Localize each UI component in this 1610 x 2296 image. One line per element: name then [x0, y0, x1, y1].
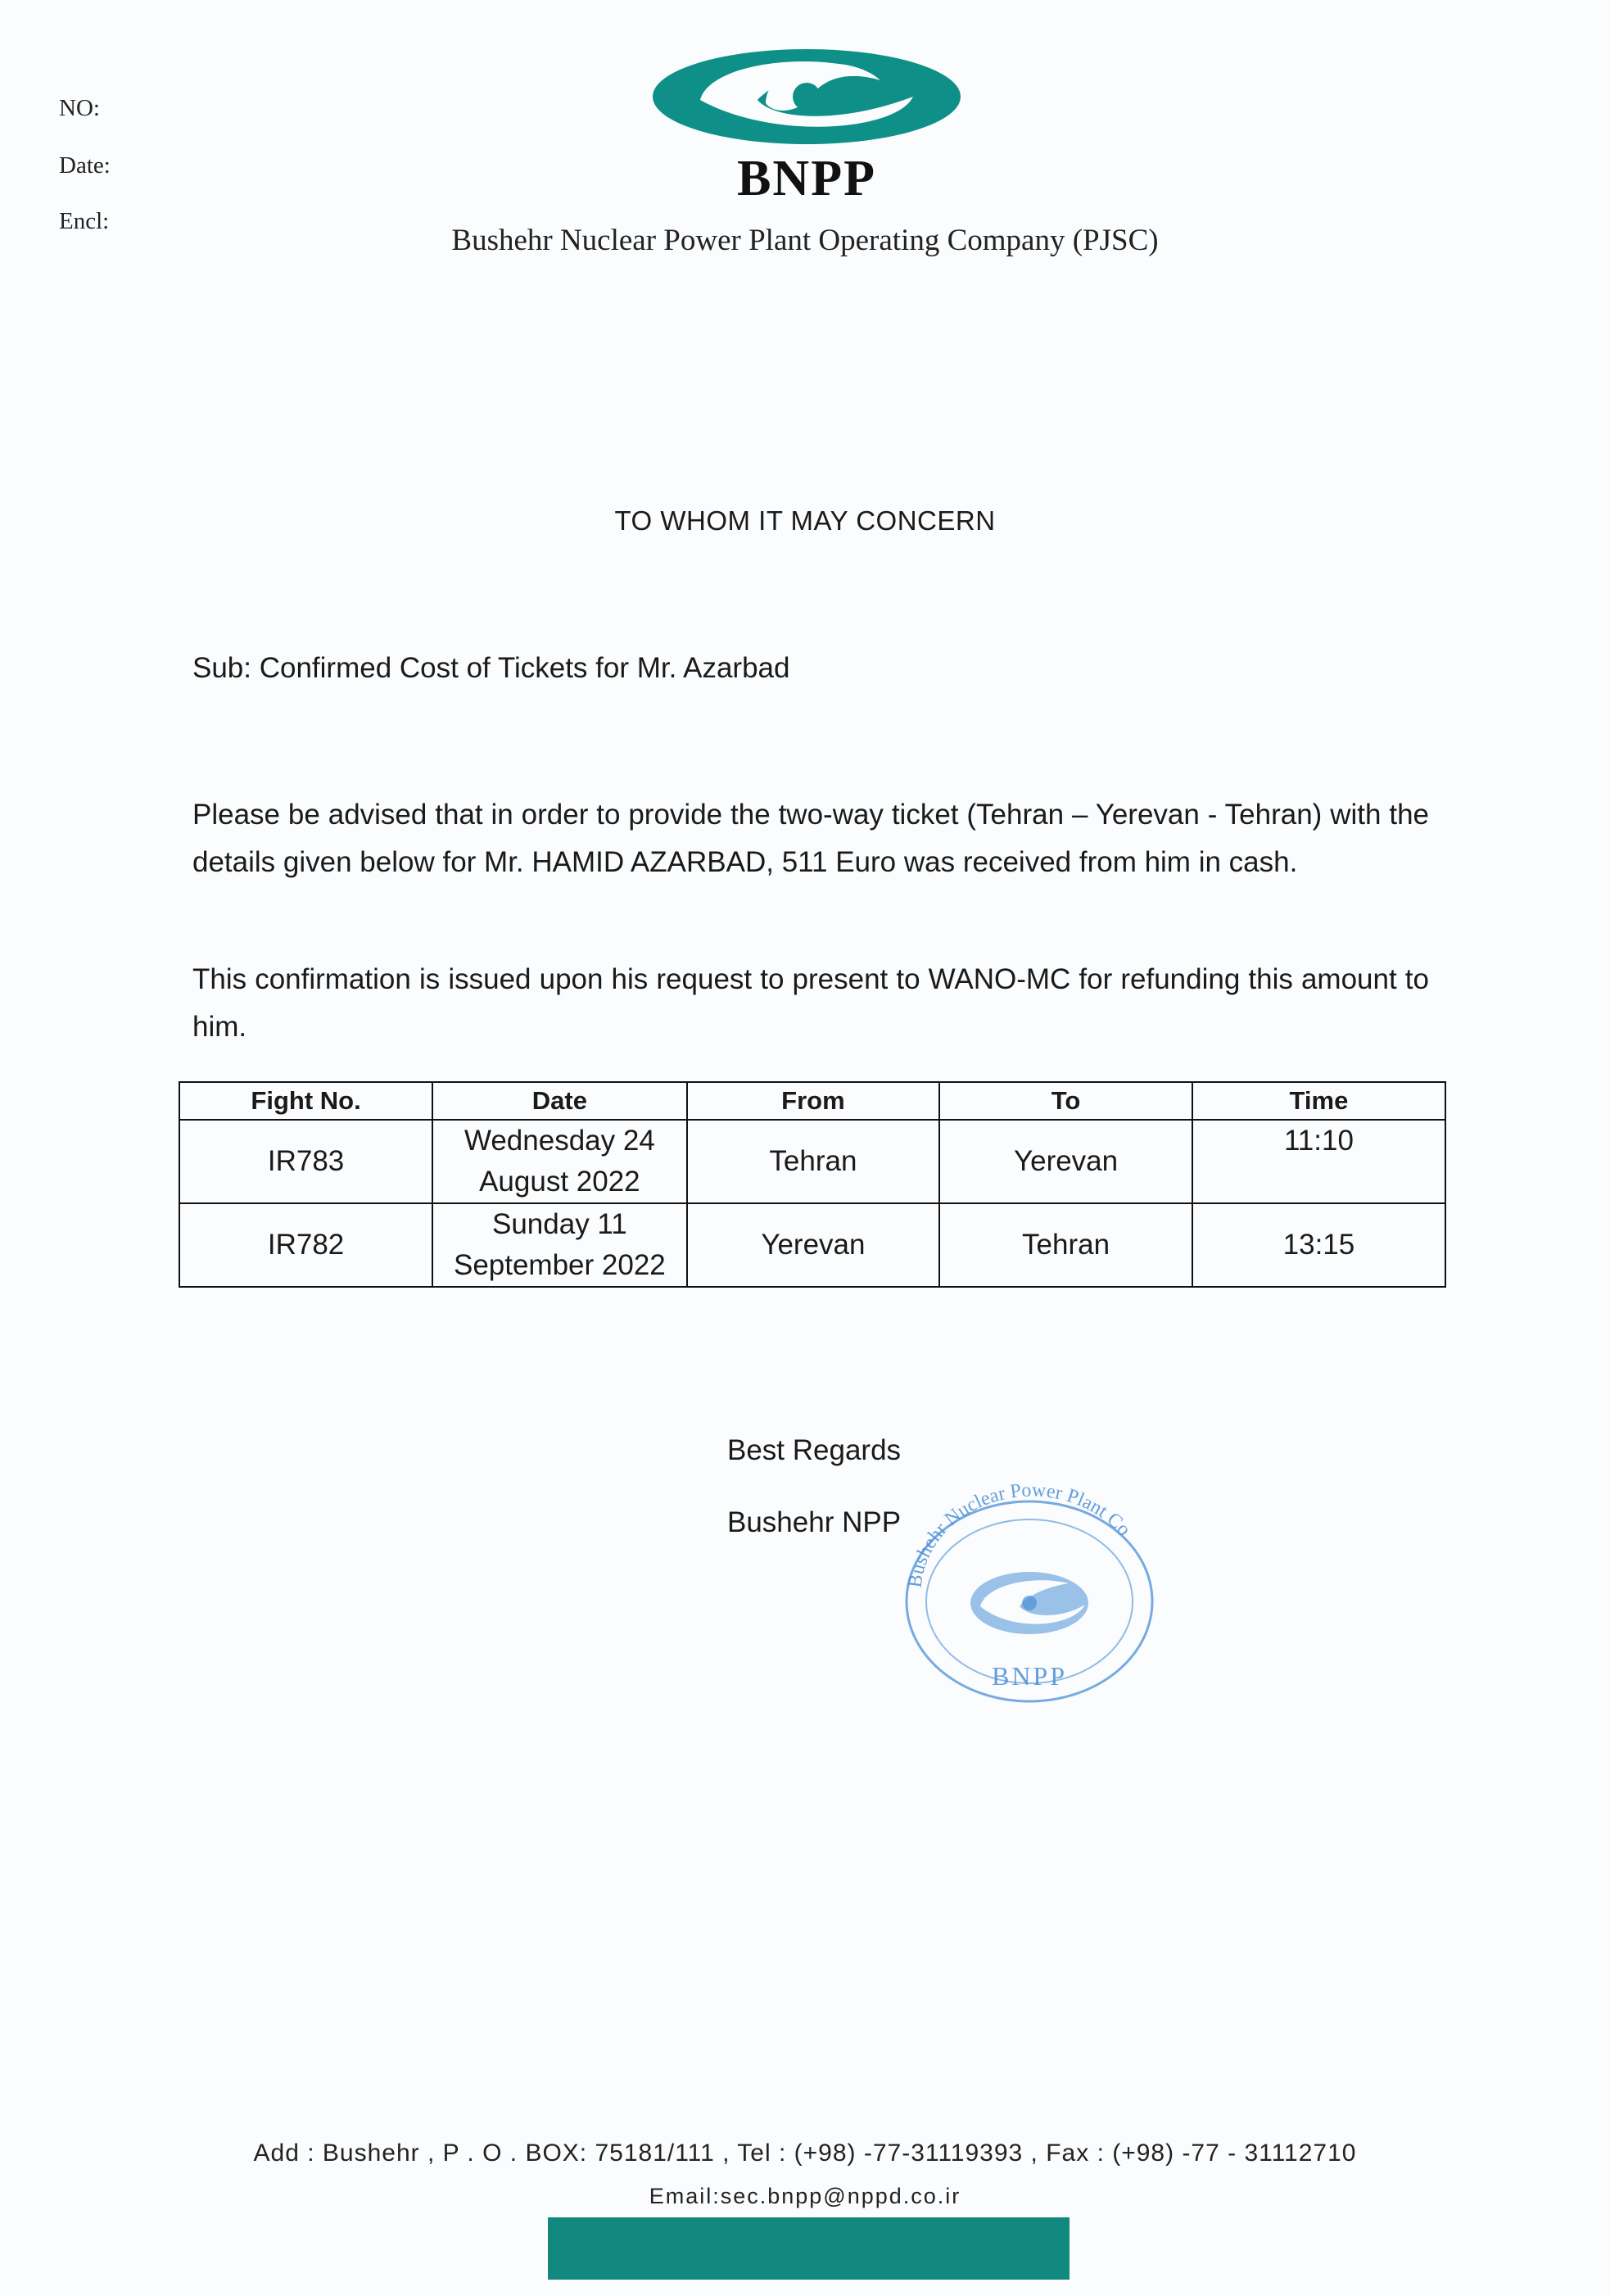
footer-address: Add : Bushehr , P . O . BOX: 75181/111 , Tel : (+98) -77-31119393 , Fax : (+98) -77 - 31112710	[253, 2140, 1357, 2167]
body-paragraph-1: Please be advised that in order to provide the two-way ticket (Tehran – Yerevan - Tehran) with the details given below for Mr. HAMID AZARBAD, 511 Euro was received from him in cash.	[192, 799, 1429, 878]
flight-to: Tehran	[939, 1203, 1192, 1287]
bnpp-logo	[651, 49, 962, 205]
table-row	[179, 1203, 1445, 1287]
flight-date	[432, 1203, 686, 1287]
closing-regards: Best Regards	[727, 1434, 902, 1466]
letter-subject: Sub: Confirmed Cost of Tickets for Mr. Azarbad	[192, 652, 790, 684]
stamp-ring-text: Bushehr Nuclear Power Plant Co	[904, 1479, 1135, 1589]
header-date: Date	[432, 1082, 686, 1120]
flight-date-line-1: Sunday 11	[491, 1208, 627, 1240]
header-from: From	[687, 1082, 940, 1120]
header-flight-no: Fight No.	[179, 1082, 432, 1120]
flight-date-line-2: August 2022	[479, 1166, 640, 1198]
flight-date	[432, 1120, 686, 1203]
footer-color-bar	[548, 2217, 1070, 2280]
table-header-row	[179, 1082, 1445, 1120]
flight-date-line-1: Wednesday 24	[464, 1125, 655, 1157]
flight-date-line-2: September 2022	[453, 1249, 666, 1281]
table-row	[179, 1120, 1445, 1203]
flight-time: 11:10	[1192, 1120, 1445, 1203]
header-time: Time	[1192, 1082, 1445, 1120]
enclosure-label: Encl:	[59, 208, 110, 234]
company-stamp	[889, 1479, 1171, 1704]
date-label: Date:	[59, 152, 111, 179]
flight-time: 13:15	[1192, 1203, 1445, 1287]
body-paragraph-2: This confirmation is issued upon his request to present to WANO-MC for refunding this amount to him.	[192, 963, 1429, 1043]
company-name: Bushehr Nuclear Power Plant Operating Company (PJSC)	[451, 224, 1159, 257]
closing-signoff: Bushehr NPP	[727, 1506, 902, 1538]
footer-email: Email:sec.bnpp@nppd.co.ir	[649, 2184, 961, 2208]
flight-to: Yerevan	[939, 1120, 1192, 1203]
number-label: NO:	[59, 95, 100, 121]
flight-from: Yerevan	[687, 1203, 940, 1287]
flight-table	[179, 1081, 1446, 1288]
letter-heading: TO WHOM IT MAY CONCERN	[614, 505, 996, 536]
stamp-inner-text: BNPP	[991, 1661, 1068, 1691]
header-to: To	[939, 1082, 1192, 1120]
logo-text: BNPP	[737, 151, 876, 205]
flight-number: IR782	[179, 1203, 432, 1287]
flight-from: Tehran	[687, 1120, 940, 1203]
flight-number: IR783	[179, 1120, 432, 1203]
